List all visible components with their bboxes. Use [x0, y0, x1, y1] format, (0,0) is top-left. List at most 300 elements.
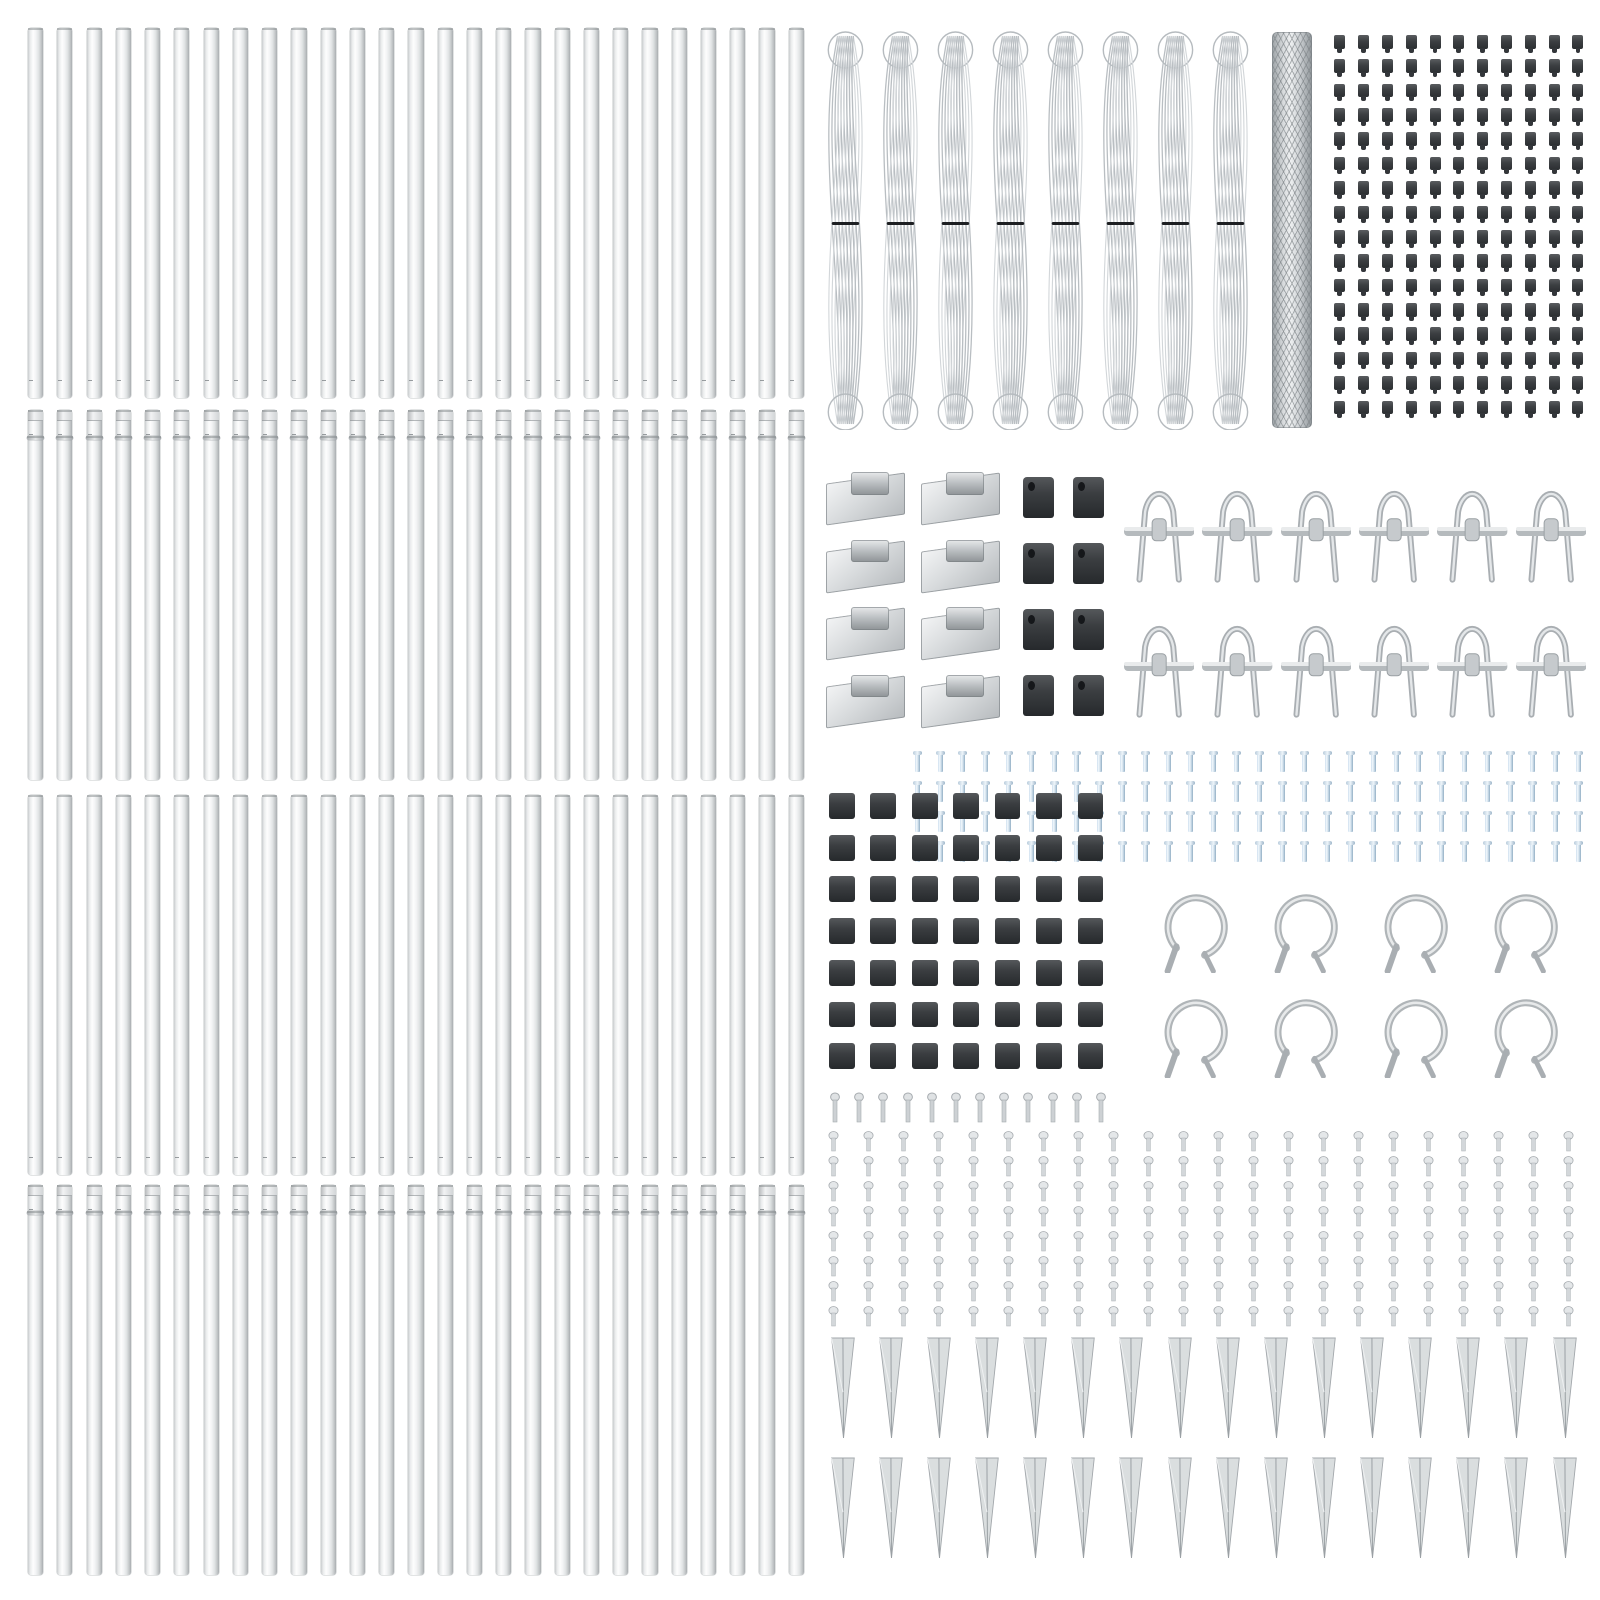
carriage-bolt	[1213, 1256, 1224, 1278]
tube-mark	[585, 380, 589, 381]
carriage-bolt	[863, 1281, 874, 1303]
tube-mark	[88, 380, 92, 381]
fence-post-tube	[57, 28, 72, 398]
carriage-bolt	[1283, 1131, 1294, 1153]
self-tapping-screw	[1508, 751, 1513, 772]
ground-anchor-spike	[924, 1456, 954, 1558]
tube-mark	[58, 434, 62, 435]
wire-clip	[1334, 206, 1345, 220]
self-tapping-screw	[1143, 841, 1148, 862]
wire-clip	[1525, 376, 1536, 390]
fence-post-tube	[759, 410, 774, 780]
wire-clip	[1572, 59, 1583, 73]
fence-post-tube	[555, 28, 570, 398]
fence-post-tube	[57, 1185, 72, 1575]
carriage-bolt	[1283, 1256, 1294, 1278]
wire-clip	[1525, 108, 1536, 122]
self-tapping-screw	[1508, 781, 1513, 802]
carriage-bolt	[1283, 1281, 1294, 1303]
carriage-bolt	[933, 1231, 944, 1253]
carriage-bolt-small	[1072, 1092, 1082, 1126]
carriage-bolt	[1563, 1181, 1574, 1203]
black-post-cap	[1023, 675, 1054, 716]
tube-collar	[232, 1211, 249, 1215]
fence-post-tube	[291, 410, 306, 780]
ground-anchor-spike	[972, 1456, 1002, 1558]
self-tapping-screw	[1371, 751, 1376, 772]
black-end-cap	[912, 960, 938, 986]
wire-clip	[1382, 230, 1393, 244]
black-end-cap	[1078, 1002, 1104, 1028]
fence-post-tube	[789, 410, 804, 780]
fence-post-tube	[87, 410, 102, 780]
black-end-cap	[1036, 835, 1062, 861]
carriage-bolt	[1073, 1256, 1084, 1278]
tube-mark	[760, 380, 764, 381]
tube-collar	[700, 436, 717, 440]
carriage-bolt-small	[878, 1092, 888, 1126]
fence-post-tube	[233, 1185, 248, 1575]
tube-mark	[760, 1209, 764, 1210]
tube-mark	[526, 434, 530, 435]
wire-clip	[1525, 59, 1536, 73]
wire-clip	[1572, 401, 1583, 415]
carriage-bolt	[1388, 1206, 1399, 1228]
tube-mark	[731, 1157, 735, 1158]
tube-collar	[641, 436, 658, 440]
wire-clip	[1382, 376, 1393, 390]
wire-clip	[1406, 401, 1417, 415]
carriage-bolt	[968, 1206, 979, 1228]
ground-anchor-spike	[924, 1336, 954, 1438]
black-end-cap	[1078, 960, 1104, 986]
carriage-bolt	[1003, 1206, 1014, 1228]
tube-collar	[671, 436, 688, 440]
carriage-bolt	[828, 1181, 839, 1203]
tube-mark	[439, 1209, 443, 1210]
ground-anchor-spike	[1357, 1456, 1387, 1558]
wire-clip	[1501, 157, 1512, 171]
tube-mark	[175, 434, 179, 435]
fence-post-tube	[672, 795, 687, 1175]
saddle-hook	[1370, 989, 1458, 1078]
ground-anchor-spike	[1453, 1336, 1483, 1438]
carriage-bolt	[898, 1181, 909, 1203]
tube-mark	[702, 1209, 706, 1210]
tube-collar	[261, 436, 278, 440]
black-end-cap	[870, 1043, 896, 1069]
wire-clip	[1382, 181, 1393, 195]
tube-collar	[583, 1211, 600, 1215]
black-end-cap	[870, 835, 896, 861]
self-tapping-screw	[1325, 781, 1330, 802]
wire-clip	[1334, 84, 1345, 98]
self-tapping-screw	[1120, 841, 1125, 862]
self-tapping-screw	[1257, 781, 1262, 802]
self-tapping-screw	[1462, 781, 1467, 802]
carriage-bolt	[1178, 1281, 1189, 1303]
carriage-bolt	[1423, 1156, 1434, 1178]
black-end-cap	[953, 1043, 979, 1069]
self-tapping-screw	[1257, 841, 1262, 862]
fence-post-tube	[467, 1185, 482, 1575]
self-tapping-screw	[1416, 751, 1421, 772]
fence-post-tube	[262, 28, 277, 398]
carriage-bolt	[1143, 1206, 1154, 1228]
tube-collar	[407, 1211, 424, 1215]
fence-post-tube	[467, 410, 482, 780]
fence-post-tube	[730, 795, 745, 1175]
wire-clip	[1334, 181, 1345, 195]
carriage-bolt	[1493, 1206, 1504, 1228]
fence-post-tube	[525, 410, 540, 780]
cap-hole	[1028, 482, 1035, 491]
tension-wire-coil	[1209, 30, 1252, 430]
wire-clip	[1477, 132, 1488, 146]
carriage-bolt	[828, 1231, 839, 1253]
carriage-bolt	[933, 1281, 944, 1303]
wire-clip	[1572, 279, 1583, 293]
black-end-cap	[1036, 793, 1062, 819]
self-tapping-screw	[1462, 841, 1467, 862]
self-tapping-screw	[1143, 751, 1148, 772]
wire-clip	[1430, 35, 1441, 49]
carriage-bolt	[1283, 1156, 1294, 1178]
wire-clip	[1430, 157, 1441, 171]
wire-clip	[1501, 327, 1512, 341]
wire-clip	[1382, 35, 1393, 49]
tube-collar	[612, 436, 629, 440]
tube-collar	[495, 1211, 512, 1215]
fence-post-tube	[28, 1185, 43, 1575]
tube-collar	[378, 1211, 395, 1215]
self-tapping-screw	[1439, 811, 1444, 832]
fence-post-tube	[789, 795, 804, 1175]
carriage-bolt	[933, 1181, 944, 1203]
wire-clip	[1572, 327, 1583, 341]
carriage-bolt	[1283, 1231, 1294, 1253]
self-tapping-screw	[1439, 841, 1444, 862]
black-end-cap	[829, 1043, 855, 1069]
self-tapping-screw	[1166, 811, 1171, 832]
ground-anchor-spike	[1309, 1456, 1339, 1558]
cap-hole	[1078, 615, 1085, 624]
cap-hole	[1028, 681, 1035, 690]
ground-anchor-spike	[1309, 1336, 1339, 1438]
wire-clip	[1477, 352, 1488, 366]
ground-anchor-spike	[1405, 1336, 1435, 1438]
carriage-bolt	[1458, 1281, 1469, 1303]
carriage-bolt	[1283, 1181, 1294, 1203]
self-tapping-screw	[1166, 841, 1171, 862]
self-tapping-screw	[1553, 811, 1558, 832]
fence-post-tube	[321, 28, 336, 398]
wire-clip	[1549, 401, 1560, 415]
carriage-bolt	[1143, 1256, 1154, 1278]
fence-post-tube	[174, 410, 189, 780]
fence-post-tube	[174, 28, 189, 398]
wire-clip	[1382, 157, 1393, 171]
carriage-bolt	[1528, 1206, 1539, 1228]
carriage-bolt	[968, 1281, 979, 1303]
fence-post-tube	[291, 28, 306, 398]
carriage-bolt	[863, 1231, 874, 1253]
wire-clip	[1477, 181, 1488, 195]
post-tubes-row-1	[28, 28, 818, 398]
wire-clip	[1501, 254, 1512, 268]
carriage-bolt	[828, 1281, 839, 1303]
fence-post-tube	[408, 28, 423, 398]
wire-clip	[1501, 59, 1512, 73]
wire-clip	[1334, 230, 1345, 244]
fence-post-tube	[262, 1185, 277, 1575]
carriage-bolt	[1528, 1181, 1539, 1203]
carriage-bolt	[1318, 1306, 1329, 1328]
brace-band-bracket	[1202, 472, 1272, 589]
wire-clip	[1477, 327, 1488, 341]
carriage-bolt	[1143, 1131, 1154, 1153]
wire-clip	[1453, 206, 1464, 220]
carriage-bolt	[1248, 1206, 1259, 1228]
plate-clamp	[851, 540, 889, 563]
fence-post-tube	[555, 795, 570, 1175]
saddle-hook	[1370, 884, 1458, 973]
tube-mark	[643, 1157, 647, 1158]
wire-clip	[1572, 230, 1583, 244]
tube-mark	[263, 434, 267, 435]
saddle-hook	[1260, 989, 1348, 1078]
wire-clip	[1406, 279, 1417, 293]
carriage-bolt	[1213, 1206, 1224, 1228]
self-tapping-screw	[1188, 841, 1193, 862]
carriage-bolt	[1283, 1306, 1294, 1328]
black-end-cap	[1078, 835, 1104, 861]
wire-clip	[1525, 352, 1536, 366]
wire-clip	[1334, 303, 1345, 317]
wire-clip	[1430, 327, 1441, 341]
tube-mark	[146, 1157, 150, 1158]
tube-mark	[673, 1157, 677, 1158]
carriage-bolt	[1248, 1156, 1259, 1178]
tube-collar	[115, 436, 132, 440]
tube-collar	[671, 1211, 688, 1215]
wire-clip	[1382, 254, 1393, 268]
self-tapping-screw	[1530, 811, 1535, 832]
tube-collar	[56, 436, 73, 440]
carriage-bolt	[1458, 1131, 1469, 1153]
self-tapping-screw	[1234, 811, 1239, 832]
tube-collar	[115, 1211, 132, 1215]
tube-mark	[409, 1209, 413, 1210]
carriage-bolt	[933, 1156, 944, 1178]
carriage-bolt	[1178, 1231, 1189, 1253]
tube-collar	[86, 436, 103, 440]
self-tapping-screw	[1325, 751, 1330, 772]
tube-collar	[437, 1211, 454, 1215]
self-tapping-screw	[1211, 811, 1216, 832]
carriage-bolt	[1423, 1256, 1434, 1278]
tube-collar	[612, 1211, 629, 1215]
plate-clamp	[851, 675, 889, 698]
fence-post-tube	[87, 795, 102, 1175]
carriage-bolt	[1003, 1131, 1014, 1153]
carriage-bolt	[1038, 1231, 1049, 1253]
self-tapping-screw	[1348, 841, 1353, 862]
black-end-cap	[912, 1043, 938, 1069]
wire-clip	[1382, 84, 1393, 98]
tube-collar	[729, 436, 746, 440]
wire-clip	[1572, 376, 1583, 390]
self-tapping-screw	[1188, 781, 1193, 802]
carriage-bolt	[1353, 1306, 1364, 1328]
tube-mark	[643, 1209, 647, 1210]
carriage-bolt	[1423, 1231, 1434, 1253]
wire-clip	[1549, 157, 1560, 171]
carriage-bolt	[898, 1231, 909, 1253]
fence-post-tube	[350, 795, 365, 1175]
wire-clip	[1382, 206, 1393, 220]
wire-clip	[1406, 206, 1417, 220]
black-end-cap	[912, 1002, 938, 1028]
carriage-bolt	[1318, 1256, 1329, 1278]
tube-mark	[731, 1209, 735, 1210]
ground-anchor-spike	[1213, 1336, 1243, 1438]
tube-mark	[585, 1209, 589, 1210]
tube-mark	[556, 380, 560, 381]
wire-clip	[1549, 254, 1560, 268]
tube-mark	[673, 434, 677, 435]
wire-clip	[1525, 84, 1536, 98]
carriage-bolt	[1493, 1281, 1504, 1303]
carriage-bolt	[828, 1206, 839, 1228]
self-tapping-screw	[1553, 781, 1558, 802]
carriage-bolt	[1423, 1206, 1434, 1228]
tube-mark	[731, 380, 735, 381]
ground-anchor-spike	[1405, 1456, 1435, 1558]
fence-post-tube	[379, 28, 394, 398]
tension-wire-coil	[1044, 30, 1087, 430]
tube-mark	[556, 1209, 560, 1210]
self-tapping-screw	[1052, 751, 1057, 772]
tension-wire-coil	[1099, 30, 1142, 430]
fence-post-tube	[28, 410, 43, 780]
tube-mark	[409, 1157, 413, 1158]
fence-post-tube	[291, 1185, 306, 1575]
fence-post-tube	[379, 1185, 394, 1575]
wire-clip	[1453, 352, 1464, 366]
tube-mark	[790, 380, 794, 381]
wire-clip	[1477, 108, 1488, 122]
tube-mark	[263, 380, 267, 381]
self-tapping-screw	[915, 751, 920, 772]
carriage-bolt	[1073, 1231, 1084, 1253]
wire-clips-grid	[1330, 32, 1592, 422]
tube-mark	[88, 434, 92, 435]
carriage-bolt	[828, 1156, 839, 1178]
self-tapping-screw	[960, 751, 965, 772]
carriage-bolt	[1108, 1131, 1119, 1153]
ground-anchor-spike	[876, 1456, 906, 1558]
self-tapping-screw	[1143, 811, 1148, 832]
black-end-cap	[829, 1002, 855, 1028]
carriage-bolt	[968, 1306, 979, 1328]
carriage-bolt	[1563, 1281, 1574, 1303]
wire-clip	[1572, 352, 1583, 366]
fence-post-tube	[672, 1185, 687, 1575]
wire-clip	[1406, 352, 1417, 366]
wire-clip	[1549, 108, 1560, 122]
brace-band-bracket	[1124, 472, 1194, 589]
self-tapping-screw	[1576, 781, 1581, 802]
tube-mark	[146, 434, 150, 435]
long-bolts	[820, 1130, 1590, 1330]
ground-anchor-spike	[1068, 1336, 1098, 1438]
carriage-bolt	[1493, 1231, 1504, 1253]
black-end-cap	[995, 1043, 1021, 1069]
carriage-bolt	[1388, 1306, 1399, 1328]
ground-anchor-spike	[1501, 1456, 1531, 1558]
carriage-bolt	[1318, 1131, 1329, 1153]
ground-anchor-spike	[1116, 1336, 1146, 1438]
ground-anchor-spike	[1165, 1336, 1195, 1438]
fence-post-tube	[701, 795, 716, 1175]
tube-mark	[673, 1209, 677, 1210]
tube-collar	[554, 436, 571, 440]
wire-clip	[1334, 401, 1345, 415]
fence-post-tube	[759, 1185, 774, 1575]
fence-post-tube	[701, 28, 716, 398]
tube-collar	[466, 436, 483, 440]
carriage-bolt	[1003, 1306, 1014, 1328]
self-tapping-screw	[1257, 811, 1262, 832]
tension-wire-coil	[934, 30, 977, 430]
carriage-bolt-small	[903, 1092, 913, 1126]
tension-wire-coil	[879, 30, 922, 430]
black-end-cap	[1078, 793, 1104, 819]
wire-clip	[1358, 230, 1369, 244]
tube-mark	[146, 1209, 150, 1210]
tube-mark	[702, 380, 706, 381]
fence-post-tube	[584, 410, 599, 780]
wire-clip	[1525, 157, 1536, 171]
self-tapping-screw	[1416, 841, 1421, 862]
carriage-bolt	[1353, 1131, 1364, 1153]
tube-mark	[497, 1157, 501, 1158]
wire-clip	[1453, 303, 1464, 317]
self-tapping-screw	[1234, 751, 1239, 772]
wire-clip	[1406, 84, 1417, 98]
plate-clamp	[851, 607, 889, 630]
tube-mark	[497, 380, 501, 381]
tube-mark	[205, 1157, 209, 1158]
brace-band-bracket	[1359, 607, 1429, 724]
tube-mark	[760, 1157, 764, 1158]
wire-clip	[1549, 327, 1560, 341]
tube-mark	[468, 1157, 472, 1158]
self-tapping-screw	[1280, 841, 1285, 862]
saddle-hook	[1150, 989, 1238, 1078]
fence-post-tube	[145, 1185, 160, 1575]
wire-clip	[1477, 157, 1488, 171]
wire-clip	[1406, 254, 1417, 268]
wire-clip	[1453, 254, 1464, 268]
plate-clamp	[851, 472, 889, 495]
brace-band-bracket	[1516, 472, 1586, 589]
ground-anchor-spike	[1550, 1336, 1580, 1438]
black-end-cap	[1036, 1043, 1062, 1069]
ground-anchor-spike	[1213, 1456, 1243, 1558]
self-tapping-screw	[1439, 781, 1444, 802]
